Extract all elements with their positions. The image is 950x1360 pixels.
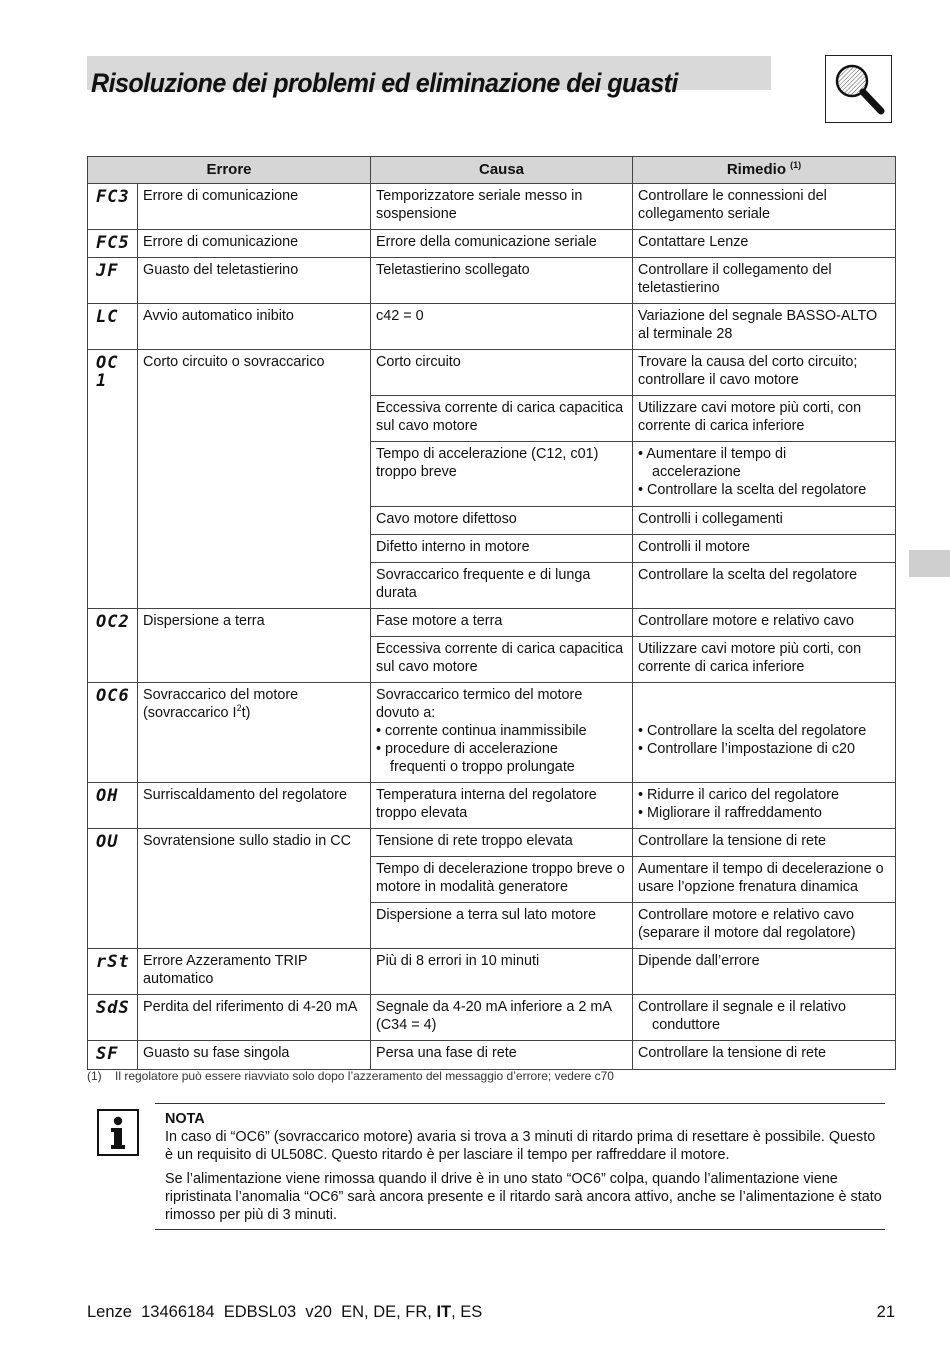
table-row — [88, 258, 896, 304]
cause-cell: Teletastierino scollegato — [371, 258, 633, 304]
remedy-cell: Controllare il segnale e il relativo conduttore — [633, 995, 896, 1041]
note-paragraph: Se l’alimentazione viene rimossa quando il drive è in uno stato “OC6” colpa, quando l’alimentazione viene ripristinata l’anomalia “OC6” sarà ancora presente e il ritardo sarà ancora attivo, anche se l’alimentazione è stato rimosso per più di 3 minuti. — [165, 1171, 882, 1223]
remedy-cell: Controllare la scelta del regolatore — [633, 563, 896, 609]
table-row — [88, 230, 896, 258]
remedy-bullet: • Controllare l’impostazione di c20 — [638, 741, 856, 757]
error-description: Sovraccarico del motore (sovraccarico $I^2t$) — [138, 683, 371, 783]
remedy-cell: Controlli il motore — [633, 535, 896, 563]
table-row — [88, 350, 896, 396]
remedy-bullet: • Controllare la scelta del regolatore — [638, 723, 867, 739]
error-code: OH — [88, 783, 138, 829]
remedy-cell: Contattare Lenze — [633, 230, 896, 258]
error-description: Corto circuito o sovraccarico — [138, 350, 371, 609]
page-footer: Lenze 13466184 EDBSL03 v20 EN, DE, FR, IT, ES — [87, 1303, 483, 1321]
remedy-cell: Controllare le connessioni del collegamento seriale — [633, 184, 896, 230]
error-code: OC 1 — [88, 350, 138, 609]
error-code: SdS — [88, 995, 138, 1041]
note-bottom-rule — [155, 1229, 885, 1230]
header-errore: Errore — [88, 157, 371, 184]
cause-cell: Temporizzatore seriale messo in sospensione — [371, 184, 633, 230]
error-code: OU — [88, 829, 138, 949]
cause-bullet-continuation: frequenti o troppo prolungate — [390, 759, 575, 775]
table-row — [88, 995, 896, 1041]
remedy-bullet: • Migliorare il raffreddamento — [638, 805, 822, 821]
remedy-bullet: • Controllare la scelta del regolatore — [638, 482, 867, 498]
cause-cell: Temperatura interna del regolatore troppo elevata — [371, 783, 633, 829]
table-footnote — [87, 1069, 614, 1083]
remedy-bullet: • Aumentare il tempo di — [638, 446, 787, 462]
remedy-cell — [633, 783, 896, 829]
footnote-number: (1) — [87, 1069, 102, 1083]
error-code: SF — [88, 1041, 138, 1070]
remedy-cell: Trovare la causa del corto circuito; controllare il cavo motore — [633, 350, 896, 396]
remedy-cell: Controllare la tensione di rete — [633, 1041, 896, 1070]
remedy-cell: Aumentare il tempo di decelerazione o usare l’opzione frenatura dinamica — [633, 857, 896, 903]
cause-bullet: • procedure di accelerazione — [376, 741, 558, 757]
remedy-cell: Variazione del segnale BASSO-ALTO al terminale 28 — [633, 304, 896, 350]
cause-cell: Corto circuito — [371, 350, 633, 396]
side-tab-marker — [909, 550, 950, 577]
table-row — [88, 184, 896, 230]
cause-cell: Eccessiva corrente di carica capacitica sul cavo motore — [371, 637, 633, 683]
table-header-row — [88, 157, 896, 184]
note-title: NOTA — [165, 1111, 205, 1127]
remedy-cell: Controllare motore e relativo cavo (separare il motore dal regolatore) — [633, 903, 896, 949]
error-code: rSt — [88, 949, 138, 995]
cause-cell: Segnale da 4-20 mA inferiore a 2 mA (C34 = 4) — [371, 995, 633, 1041]
cause-cell: Dispersione a terra sul lato motore — [371, 903, 633, 949]
remedy-cell — [633, 442, 896, 507]
cause-cell: Fase motore a terra — [371, 609, 633, 637]
table-row — [88, 683, 896, 783]
error-code: JF — [88, 258, 138, 304]
cause-cell: Persa una fase di rete — [371, 1041, 633, 1070]
page-title: Risoluzione dei problemi ed eliminazione dei guasti — [91, 68, 678, 98]
remedy-cell — [633, 683, 896, 783]
cause-cell: Difetto interno in motore — [371, 535, 633, 563]
error-description: Guasto del teletastierino — [138, 258, 371, 304]
cause-bullet: • corrente continua inammissibile — [376, 723, 587, 739]
error-description: Avvio automatico inibito — [138, 304, 371, 350]
note-paragraph: In caso di “OC6” (sovraccarico motore) avaria si trova a 3 minuti di ritardo prima di resettare è possibile. Questo è un requisito di UL508C. Questo ritardo è per lasciare il tempo per raffreddare il motore. — [165, 1129, 876, 1163]
info-icon — [97, 1109, 139, 1156]
error-description: Surriscaldamento del regolatore — [138, 783, 371, 829]
error-description: Perdita del riferimento di 4-20 mA — [138, 995, 371, 1041]
table-row — [88, 829, 896, 857]
cause-cell: Tempo di accelerazione (C12, c01) troppo breve — [371, 442, 633, 507]
remedy-cell: Controllare il collegamento del teletastierino — [633, 258, 896, 304]
magnifier-icon — [825, 55, 892, 123]
footnote-text: Il regolatore può essere riavviato solo dopo l’azzeramento del messaggio d’errore; vedere c70 — [115, 1069, 614, 1083]
remedy-cell: Dipende dall’errore — [633, 949, 896, 995]
troubleshooting-table — [87, 156, 896, 1070]
remedy-cell: Controllare motore e relativo cavo — [633, 609, 896, 637]
error-code: FC3 — [88, 184, 138, 230]
remedy-bullet-continuation: accelerazione — [652, 464, 741, 480]
cause-cell: Tempo di decelerazione troppo breve o motore in modalità generatore — [371, 857, 633, 903]
error-code: LC — [88, 304, 138, 350]
error-description: Errore di comunicazione — [138, 184, 371, 230]
table-row — [88, 783, 896, 829]
header-footnote-ref: (1) — [790, 160, 802, 170]
error-description: Dispersione a terra — [138, 609, 371, 683]
table-row — [88, 1041, 896, 1070]
cause-cell: Cavo motore difettoso — [371, 507, 633, 535]
cause-cell: c42 = 0 — [371, 304, 633, 350]
remedy-cell: Controllare la tensione di rete — [633, 829, 896, 857]
header-causa: Causa — [371, 157, 633, 184]
error-description: Errore Azzeramento TRIP automatico — [138, 949, 371, 995]
cause-cell: Sovraccarico termico del motore dovuto a: • corrente continua inammissibile • procedure di accelerazione frequenti o troppo prolungate — [371, 683, 633, 783]
note-box — [165, 1110, 885, 1224]
remedy-bullet: • Ridurre il carico del regolatore — [638, 787, 839, 803]
cause-cell: Eccessiva corrente di carica capacitica sul cavo motore — [371, 396, 633, 442]
cause-cell: Errore della comunicazione seriale — [371, 230, 633, 258]
error-description: Guasto su fase singola — [138, 1041, 371, 1070]
error-description: Errore di comunicazione — [138, 230, 371, 258]
remedy-cell: Utilizzare cavi motore più corti, con corrente di carica inferiore — [633, 637, 896, 683]
note-top-rule — [155, 1103, 885, 1104]
remedy-cell: Utilizzare cavi motore più corti, con corrente di carica inferiore — [633, 396, 896, 442]
error-description: Sovratensione sullo stadio in CC — [138, 829, 371, 949]
cause-cell: Tensione di rete troppo elevata — [371, 829, 633, 857]
error-code: OC6 — [88, 683, 138, 783]
remedy-cell: Controlli i collegamenti — [633, 507, 896, 535]
table-row — [88, 609, 896, 637]
header-rimedio: Rimedio $^{(1)}$ — [633, 157, 896, 184]
error-code: OC2 — [88, 609, 138, 683]
table-row — [88, 304, 896, 350]
error-code: FC5 — [88, 230, 138, 258]
table-row — [88, 949, 896, 995]
cause-cell: Sovraccarico frequente e di lunga durata — [371, 563, 633, 609]
page-number: 21 — [876, 1303, 895, 1321]
cause-cell: Più di 8 errori in 10 minuti — [371, 949, 633, 995]
